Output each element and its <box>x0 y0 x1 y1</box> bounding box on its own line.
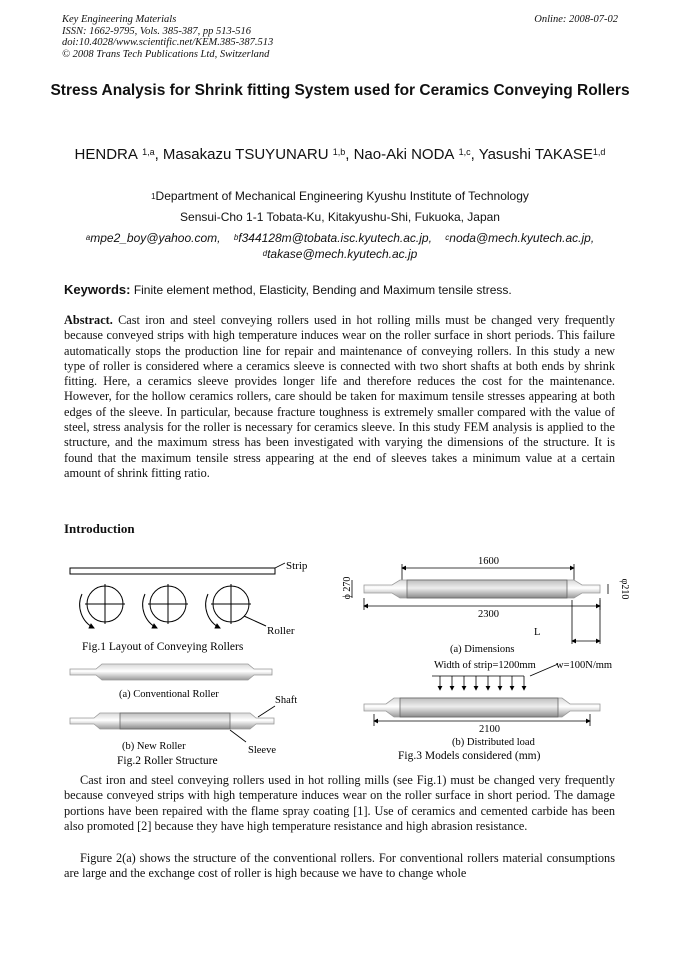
fig3-loaded-sleeve-shape <box>400 698 558 717</box>
author-list: HENDRA $^{1,a}$, Masakazu TSUYUNARU $^{1,b}$, Nao-Aki NODA $^{1,c}$, Yasushi TAKASE$^{1,d}$ <box>74 146 606 163</box>
author-sup: 1,b <box>332 147 346 157</box>
doi: doi:10.4028/www.scientific.net/KEM.385-387.513 <box>62 37 274 48</box>
fig1-roller-label: Roller <box>267 625 295 637</box>
journal-name: Key Engineering Materials <box>62 14 177 25</box>
email-sup: b <box>233 233 239 242</box>
author: Nao-Aki NODA <box>353 146 455 163</box>
author-sup: 1,d <box>592 147 606 157</box>
keywords-label: Keywords: <box>64 282 131 297</box>
fig1-strip-label: Strip <box>286 560 308 572</box>
email-sup: d <box>262 249 268 258</box>
fig3-L-label: L <box>534 627 541 638</box>
strip-shape <box>70 568 275 574</box>
fig2-roller-structure <box>70 664 297 767</box>
issn: ISSN: 1662-9795, Vols. 385-387, pp 513-516 <box>62 25 251 37</box>
fig3-w-label: w=100N/mm <box>556 660 613 671</box>
section-heading-introduction: Introduction <box>64 521 135 536</box>
keywords-text: Finite element method, Elasticity, Bending and Maximum tensile stress. <box>133 283 512 297</box>
fig3-phi270-label: ϕ 270 <box>342 576 353 600</box>
fig2-caption: Fig.2 Roller Structure <box>117 755 218 767</box>
fig3-phi210-label: φ210 <box>619 578 630 600</box>
email-sup: c <box>445 233 450 242</box>
email[interactable]: f344128m@tobata.isc.kyutech.ac.jp, <box>238 231 432 245</box>
abstract-label: Abstract. <box>64 313 113 327</box>
fig2-sleeve-label: Sleeve <box>248 745 276 756</box>
body-paragraph: Cast iron and steel conveying rollers used in hot rolling mills (see Fig.1) must be changed very frequently because conveyed strips with high temperature induces wear on the roller surface in short period. The damage portions have been repaired with the flame spray coating [1]. Use of ceramics and cemented carbide has been also promoted [2] because they have high temperature resistance and high abrasion resistance. <box>64 773 615 833</box>
abstract-text: Cast iron and steel conveying rollers used in hot rolling mills must be changed very frequently because conveyed strips with high temperature induces wear on the roller surface in short periods. This failure automatically stops the production line for repair and maintenance of conveying rollers. In this study a new type of roller is considered where a ceramics sleeve is connected with two short shafts at both ends by shrink fitting. Here, a ceramics sleeve provides longer life and therefore reduces the cost for the maintenance. However, for the hollow ceramics rollers, care should be taken for maximum tensile stresses appearing at both edges of the sleeve. In particular, because fracture toughness is extremely smaller compared with the value of steel, stress analysis for the roller is necessary for ceramics sleeve. In this study FEM analysis is applied to the structure, and the maximum stress has been investigated with varying the dimensions of the structure. It is found that the maximum tensile stress appearing at the end of sleeves takes a minimum value at a certain amount of shrink fitting ratio. <box>64 313 615 480</box>
fig3-caption: Fig.3 Models considered (mm) <box>398 750 541 762</box>
online-date: Online: 2008-07-02 <box>534 14 618 25</box>
fig3-a-label: (a) Dimensions <box>450 644 515 655</box>
journal-header <box>62 14 618 60</box>
fig3-b-label: (b) Distributed load <box>452 737 535 748</box>
keywords <box>64 282 616 297</box>
abstract <box>64 313 615 481</box>
conventional-roller-shape <box>70 664 272 680</box>
email[interactable]: mpe2_boy@yahoo.com, <box>90 231 221 245</box>
copyright: © 2008 Trans Tech Publications Ltd, Switzerland <box>62 48 270 60</box>
fig3-strip-width-label: Width of strip=1200mm <box>434 660 536 671</box>
fig2-a-label: (a) Conventional Roller <box>119 689 219 700</box>
paper-title: Stress Analysis for Shrink fitting System used for Ceramics Conveying Rollers <box>50 82 630 99</box>
fig2-b-label: (b) New Roller <box>122 741 186 752</box>
author: Masakazu TSUYUNARU <box>162 146 329 163</box>
body-paragraph: Figure 2(a) shows the structure of the conventional rollers. For conventional rollers material consumptions are large and the exchange cost of roller is high because we have to change whole <box>64 851 615 881</box>
fig3-models <box>342 556 630 762</box>
fig3-2100-label: 2100 <box>479 724 500 735</box>
figure-panel <box>62 546 630 768</box>
fig1-caption: Fig.1 Layout of Conveying Rollers <box>82 641 244 653</box>
email-list <box>62 230 618 262</box>
fig3-2300-label: 2300 <box>478 609 499 620</box>
author: Yasushi TAKASE <box>478 146 593 163</box>
fig3-1600-label: 1600 <box>478 556 499 567</box>
author: HENDRA <box>74 146 138 163</box>
fig3-sleeve-shape <box>407 580 567 598</box>
email-sup: a <box>85 233 91 242</box>
affiliation-address: Sensui-Cho 1-1 Tobata-Ku, Kitakyushu-Shi, Fukuoka, Japan <box>180 210 500 224</box>
ceramic-sleeve-shape <box>120 713 230 729</box>
affiliation-sup: 1 <box>151 192 156 201</box>
email[interactable]: takase@mech.kyutech.ac.jp <box>267 247 418 261</box>
author-sup: 1,c <box>458 147 471 157</box>
author-sup: 1,a <box>142 147 155 157</box>
email[interactable]: noda@mech.kyutech.ac.jp, <box>449 231 595 245</box>
fig1-layout <box>70 560 308 653</box>
fig2-shaft-label: Shaft <box>275 695 298 706</box>
affiliation-department: $^1$Department of Mechanical Engineering Kyushu Institute of Technology <box>151 189 529 203</box>
